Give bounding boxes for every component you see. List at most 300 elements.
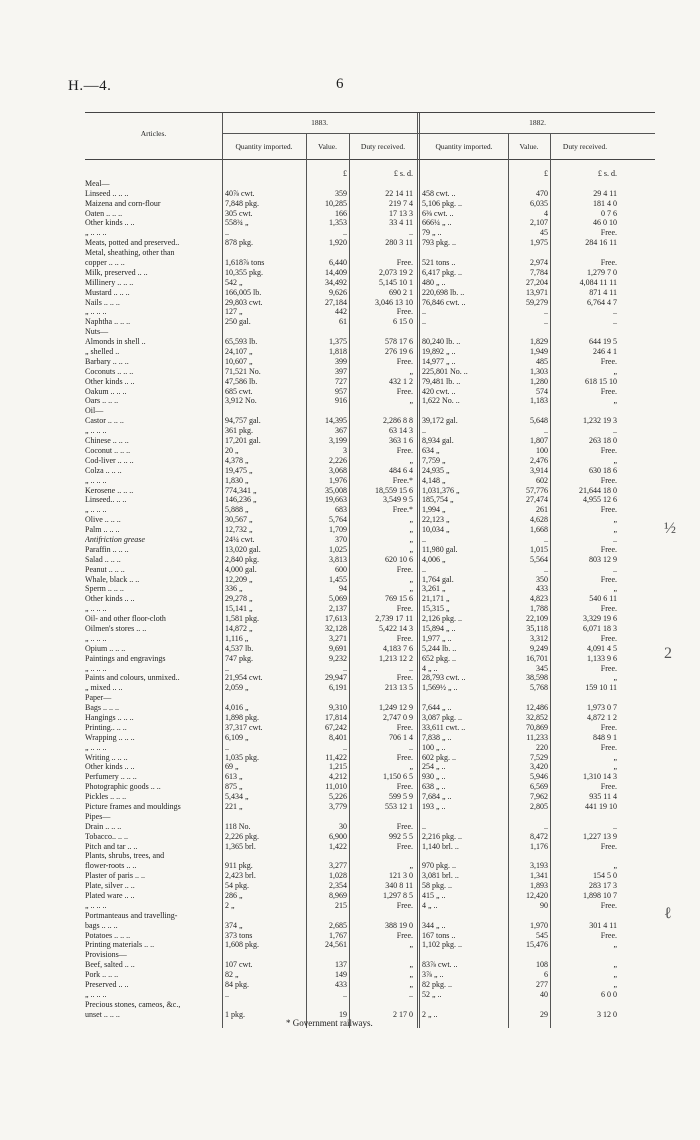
table-row bbox=[85, 723, 655, 733]
table-row bbox=[85, 515, 655, 525]
table-row bbox=[85, 337, 655, 347]
value-1883-cell: 3,199 bbox=[329, 436, 347, 446]
duty-1883-cell: 3,549 9 5 bbox=[383, 495, 413, 505]
duty-1882-cell: Free. bbox=[600, 900, 617, 910]
value-1882-cell: 433 bbox=[536, 584, 548, 594]
article-cell: „ .. .. .. bbox=[85, 604, 107, 614]
quantity-1882-cell: 4 „ .. bbox=[422, 900, 438, 910]
quantity-1882-cell: 220,698 lb. .. bbox=[422, 287, 465, 297]
value-1882-cell: 1,303 bbox=[530, 366, 548, 376]
duty-1882-cell: Free. bbox=[600, 386, 617, 396]
table-row bbox=[85, 861, 655, 871]
article-cell: Nails .. .. .. bbox=[85, 297, 120, 307]
quantity-1882-cell: 1,140 brl. .. bbox=[422, 841, 459, 851]
duty-1882-cell: 848 9 1 bbox=[593, 732, 617, 742]
duty-1882-cell: .. bbox=[613, 317, 617, 327]
duty-1882-cell: Free. bbox=[600, 505, 617, 515]
table-row bbox=[85, 931, 655, 941]
value-1883-cell: 24,561 bbox=[325, 940, 347, 950]
value-1883-cell: 6,191 bbox=[329, 683, 347, 693]
value-1883-cell: 5,069 bbox=[329, 594, 347, 604]
article-cell: Paintings and engravings bbox=[85, 653, 166, 663]
value-1882-cell: 1,807 bbox=[530, 436, 548, 446]
quantity-1883-cell: .. bbox=[225, 742, 229, 752]
duty-1882-cell: Free. bbox=[600, 722, 617, 732]
table-row bbox=[85, 268, 655, 278]
duty-1882-cell: 803 12 9 bbox=[589, 554, 617, 564]
duty-1882-cell: £ s. d. bbox=[597, 169, 617, 178]
table-row bbox=[85, 476, 655, 486]
table-row bbox=[85, 238, 655, 248]
quantity-1882-cell: 1,977 „ .. bbox=[422, 633, 452, 643]
quantity-1883-cell: 747 pkg. bbox=[225, 653, 253, 663]
value-1882-cell: 3,420 bbox=[530, 762, 548, 772]
quantity-1882-cell: 82 pkg. .. bbox=[422, 980, 452, 990]
table-row bbox=[85, 881, 655, 891]
value-1882-cell: 277 bbox=[536, 980, 548, 990]
quantity-1883-cell: 10,607 „ bbox=[225, 356, 253, 366]
margin-mark: ½ bbox=[664, 520, 676, 537]
quantity-1882-cell: 28,793 cwt. .. bbox=[422, 673, 466, 683]
article-cell: Oaten .. .. .. bbox=[85, 208, 123, 218]
value-1883-cell: 2,137 bbox=[329, 604, 347, 614]
duty-1883-cell: Free. bbox=[396, 445, 413, 455]
duty-1882-cell: 3,329 19 6 bbox=[583, 614, 617, 624]
article-cell: Pipes— bbox=[85, 811, 111, 821]
value-1883-cell: 9,626 bbox=[329, 287, 347, 297]
value-1882-cell: 12,420 bbox=[526, 891, 548, 901]
article-cell: Millinery .. .. .. bbox=[85, 277, 134, 287]
table-row bbox=[85, 762, 655, 772]
value-1882-cell: .. bbox=[544, 534, 548, 544]
value-1883-cell: 433 bbox=[335, 980, 347, 990]
duty-1882-cell: 441 19 10 bbox=[585, 802, 617, 811]
quantity-1882-cell: 634 „ bbox=[422, 445, 440, 455]
article-cell: Salad .. .. .. bbox=[85, 554, 121, 564]
quantity-1883-cell: .. bbox=[225, 228, 229, 238]
value-1882-cell: 27,204 bbox=[526, 277, 548, 287]
value-1883-cell: 61 bbox=[339, 317, 347, 327]
quantity-1882-cell: 602 pkg. .. bbox=[422, 752, 456, 762]
quantity-1883-cell: 911 pkg. bbox=[225, 861, 253, 871]
quantity-1883-cell: 286 „ bbox=[225, 891, 243, 901]
duty-1882-cell: 29 4 11 bbox=[593, 188, 617, 198]
table-row bbox=[85, 436, 655, 446]
quantity-1882-cell: 521 tons .. bbox=[422, 258, 456, 268]
duty-1883-cell: 388 19 0 bbox=[385, 920, 413, 930]
value-1882-cell: 2,107 bbox=[530, 218, 548, 228]
article-cell: Naphtha .. .. .. bbox=[85, 317, 131, 327]
duty-1882-cell: .. bbox=[613, 821, 617, 831]
quantity-1883-cell: 82 „ bbox=[225, 970, 239, 980]
value-1883-cell: 2,354 bbox=[329, 881, 347, 891]
quantity-1882-cell: 2,216 pkg. .. bbox=[422, 831, 462, 841]
value-1883-cell: 14,409 bbox=[325, 267, 347, 277]
table-row bbox=[85, 466, 655, 476]
duty-1882-cell: Free. bbox=[600, 604, 617, 614]
article-cell: Drain .. .. .. bbox=[85, 821, 122, 831]
quantity-1882-cell: 167 tons .. bbox=[422, 930, 456, 940]
table-row bbox=[85, 426, 655, 436]
table-row bbox=[85, 357, 655, 367]
quantity-1883-cell: 71,521 No. bbox=[225, 366, 261, 376]
table-row bbox=[85, 624, 655, 634]
quantity-1882-cell: .. bbox=[422, 534, 426, 544]
article-cell: Oilmen's stores .. .. bbox=[85, 623, 147, 633]
value-1883-cell: 442 bbox=[335, 307, 347, 317]
article-cell: Coconuts .. .. .. bbox=[85, 366, 134, 376]
duty-1883-cell: 5,422 14 3 bbox=[379, 623, 413, 633]
duty-1883-cell: Free. bbox=[396, 752, 413, 762]
table-row bbox=[85, 446, 655, 456]
duty-1883-cell: „ bbox=[409, 980, 413, 990]
value-1882-cell: 45 bbox=[540, 228, 548, 238]
value-1883-cell: .. bbox=[343, 228, 347, 238]
page-number: 6 bbox=[336, 76, 344, 92]
quantity-1883-cell: 24¼ cwt. bbox=[225, 534, 255, 544]
value-1883-cell: 367 bbox=[335, 426, 347, 436]
value-1882-cell: 1,970 bbox=[530, 920, 548, 930]
quantity-1883-cell: 54 pkg. bbox=[225, 881, 249, 891]
value-1883-cell: 1,215 bbox=[329, 762, 347, 772]
table-row bbox=[85, 812, 655, 822]
value-1882-cell: 350 bbox=[536, 574, 548, 584]
duty-1882-cell: „ bbox=[613, 455, 617, 465]
quantity-1882-cell: 793 pkg. .. bbox=[422, 238, 456, 248]
article-cell: „ mixed .. .. bbox=[85, 683, 123, 693]
quantity-1882-cell: 7,759 „ bbox=[422, 455, 446, 465]
quantity-1882-cell: 33,611 cwt. .. bbox=[422, 722, 466, 732]
duty-1883-cell: „ bbox=[409, 960, 413, 970]
duty-1883-cell: Free. bbox=[396, 900, 413, 910]
quantity-1882-cell: 7,684 „ .. bbox=[422, 792, 452, 802]
table-row bbox=[85, 634, 655, 644]
duty-1882-cell: 284 16 11 bbox=[585, 238, 617, 248]
quantity-1883-cell: 336 „ bbox=[225, 584, 243, 594]
value-1883-cell: 2,685 bbox=[329, 920, 347, 930]
duty-1882-cell: 6 0 0 bbox=[601, 989, 617, 999]
value-1882-cell: 29 bbox=[540, 1009, 548, 1019]
value-1883-cell: 11,422 bbox=[325, 752, 347, 762]
quantity-1882-cell: 930 „ .. bbox=[422, 772, 446, 782]
value-1883-cell: 1,920 bbox=[329, 238, 347, 248]
article-cell: Photographic goods .. .. bbox=[85, 782, 161, 792]
duty-1883-cell: 1,297 8 5 bbox=[383, 891, 413, 901]
article-cell: Palm .. .. .. bbox=[85, 525, 120, 535]
duty-1882-cell: 181 4 0 bbox=[593, 198, 617, 208]
duty-1882-cell: 4,955 12 6 bbox=[583, 495, 617, 505]
table-row bbox=[85, 298, 655, 308]
quantity-1882-cell: 193 „ .. bbox=[422, 802, 446, 811]
quantity-1882-cell: .. bbox=[422, 564, 426, 574]
table-row bbox=[85, 456, 655, 466]
value-1883-cell: 1,375 bbox=[329, 337, 347, 347]
quantity-1883-cell: 13,020 gal. bbox=[225, 544, 261, 554]
duty-header: Duty received. bbox=[562, 142, 608, 151]
value-1882-cell: 1,788 bbox=[530, 604, 548, 614]
table-row bbox=[85, 327, 655, 337]
duty-1882-cell: „ bbox=[613, 515, 617, 525]
table-row bbox=[85, 822, 655, 832]
duty-1882-cell: „ bbox=[613, 673, 617, 683]
quantity-1882-cell: 11,980 gal. bbox=[422, 544, 458, 554]
article-cell: Plate, silver .. .. bbox=[85, 881, 135, 891]
value-1883-cell: 6,440 bbox=[329, 258, 347, 268]
value-1883-cell: 29,947 bbox=[325, 673, 347, 683]
article-cell: unset .. .. .. bbox=[85, 1009, 120, 1019]
value-1882-cell: 32,852 bbox=[526, 712, 548, 722]
value-1883-cell: 1,353 bbox=[329, 218, 347, 228]
quantity-1883-cell: 558¾ „ bbox=[225, 218, 249, 228]
duty-1883-cell: Free. bbox=[396, 633, 413, 643]
value-1882-cell: .. bbox=[544, 307, 548, 317]
quantity-1883-cell: 1,116 „ bbox=[225, 633, 249, 643]
duty-1883-cell: 213 13 5 bbox=[385, 683, 413, 693]
quantity-1883-cell: 374 „ bbox=[225, 920, 243, 930]
duty-1883-cell: 620 10 6 bbox=[385, 554, 413, 564]
quantity-1883-cell: 118 No. bbox=[225, 821, 251, 831]
article-cell: Linseed.. .. .. bbox=[85, 495, 127, 505]
value-1883-cell: 9,310 bbox=[329, 703, 347, 713]
value-1882-cell: 6,035 bbox=[530, 198, 548, 208]
value-1882-cell: 38,598 bbox=[526, 673, 548, 683]
quantity-1883-cell: 4,000 gal. bbox=[225, 564, 257, 574]
duty-1882-cell: 154 5 0 bbox=[593, 871, 617, 881]
quantity-1882-cell: 420 cwt. .. bbox=[422, 386, 456, 396]
value-1883-cell: 166 bbox=[335, 208, 347, 218]
table-row bbox=[85, 486, 655, 496]
article-cell: Beef, salted .. .. bbox=[85, 960, 135, 970]
table-row bbox=[85, 891, 655, 901]
value-1882-cell: 4 bbox=[544, 208, 548, 218]
duty-1882-cell: 4,084 11 11 bbox=[579, 277, 617, 287]
article-cell: Whale, black .. .. bbox=[85, 574, 140, 584]
article-cell: Metal, sheathing, other than bbox=[85, 248, 175, 258]
duty-1883-cell: „ bbox=[409, 455, 413, 465]
quantity-1882-cell: 4,006 „ bbox=[422, 554, 446, 564]
value-1882-cell: 5,564 bbox=[530, 554, 548, 564]
article-cell: Maizena and corn-flour bbox=[85, 198, 161, 208]
duty-1882-cell: .. bbox=[613, 564, 617, 574]
quantity-1883-cell: 373 tons bbox=[225, 930, 253, 940]
duty-1882-cell: 46 0 10 bbox=[593, 218, 617, 228]
article-cell: Meats, potted and preserved.. bbox=[85, 238, 180, 248]
value-1883-cell: 11,010 bbox=[325, 782, 347, 792]
duty-1883-cell: 2,073 19 2 bbox=[379, 267, 413, 277]
quantity-1882-cell: 458 cwt. .. bbox=[422, 188, 456, 198]
article-cell: Linseed .. .. .. bbox=[85, 188, 129, 198]
article-cell: Potatoes .. .. .. bbox=[85, 930, 131, 940]
value-1883-cell: 35,008 bbox=[325, 485, 347, 495]
value-1882-cell: 35,118 bbox=[526, 623, 548, 633]
duty-1882-cell: 6,071 18 3 bbox=[583, 623, 617, 633]
duty-1882-cell: 644 19 5 bbox=[589, 337, 617, 347]
article-cell: Picture frames and mouldings bbox=[85, 802, 181, 811]
quantity-1882-cell: 5,106 pkg. .. bbox=[422, 198, 462, 208]
value-1883-cell: 399 bbox=[335, 356, 347, 366]
table-row bbox=[85, 377, 655, 387]
duty-1882-cell: „ bbox=[613, 861, 617, 871]
article-cell: Oakum .. .. .. bbox=[85, 386, 127, 396]
article-cell: Other kinds .. .. bbox=[85, 218, 135, 228]
table-row bbox=[85, 535, 655, 545]
duty-1883-cell: Free. bbox=[396, 356, 413, 366]
duty-1883-cell: £ s. d. bbox=[393, 169, 413, 178]
duty-1882-cell: 3 12 0 bbox=[597, 1009, 617, 1019]
quantity-1882-cell: 3⅞ „ .. bbox=[422, 970, 444, 980]
duty-1882-cell: Free. bbox=[600, 782, 617, 792]
duty-1882-cell: 6,764 4 7 bbox=[587, 297, 617, 307]
article-cell: flower-roots .. .. bbox=[85, 861, 137, 871]
quantity-1882-cell: 83⅞ cwt. .. bbox=[422, 960, 458, 970]
duty-1882-cell: .. bbox=[613, 534, 617, 544]
article-cell: bags .. .. .. bbox=[85, 920, 118, 930]
value-1882-cell: 57,776 bbox=[526, 485, 548, 495]
table-row bbox=[85, 594, 655, 604]
duty-1882-cell: „ bbox=[613, 762, 617, 772]
table-row bbox=[85, 307, 655, 317]
value-1882-cell: 27,474 bbox=[526, 495, 548, 505]
duty-1882-cell: 1,232 19 3 bbox=[583, 416, 617, 426]
quantity-1882-cell: 1,031,376 „ bbox=[422, 485, 460, 495]
duty-1883-cell: 340 8 11 bbox=[385, 881, 413, 891]
quantity-1883-cell: 2,840 pkg. bbox=[225, 554, 259, 564]
value-1882-cell: 1,280 bbox=[530, 376, 548, 386]
value-1882-cell: 6 bbox=[544, 970, 548, 980]
table-row bbox=[85, 387, 655, 397]
value-1883-cell: 1,422 bbox=[329, 841, 347, 851]
value-1883-cell: 19,663 bbox=[325, 495, 347, 505]
value-1883-cell: 30 bbox=[339, 821, 347, 831]
article-cell: Precious stones, cameos, &c., bbox=[85, 999, 181, 1009]
article-cell: Antifriction grease bbox=[85, 534, 145, 544]
duty-1883-cell: .. bbox=[409, 742, 413, 752]
duty-1883-cell: „ bbox=[409, 861, 413, 871]
quantity-1883-cell: 2,423 brl. bbox=[225, 871, 256, 881]
value-1882-cell: 11,233 bbox=[526, 732, 548, 742]
duty-1883-cell: .. bbox=[409, 228, 413, 238]
duty-1882-cell: 1,310 14 3 bbox=[583, 772, 617, 782]
duty-1882-cell: 283 17 3 bbox=[589, 881, 617, 891]
article-cell: Plants, shrubs, trees, and bbox=[85, 851, 165, 861]
duty-1883-cell: 599 5 9 bbox=[389, 792, 413, 802]
article-cell: „ shelled .. bbox=[85, 347, 120, 357]
quantity-1883-cell: 5,888 „ bbox=[225, 505, 249, 515]
article-cell: „ .. .. .. bbox=[85, 426, 107, 436]
value-1883-cell: 1,025 bbox=[329, 544, 347, 554]
duty-1882-cell: 1,279 7 0 bbox=[587, 267, 617, 277]
article-cell: Paraffin .. .. .. bbox=[85, 544, 129, 554]
table-row bbox=[85, 693, 655, 703]
article-cell: Cod-liver .. .. .. bbox=[85, 455, 134, 465]
article-cell: Printing materials .. .. bbox=[85, 940, 155, 950]
table-row bbox=[85, 218, 655, 228]
table-row bbox=[85, 644, 655, 654]
value-1882-cell: 16,701 bbox=[526, 653, 548, 663]
value-1882-cell: 5,768 bbox=[530, 683, 548, 693]
quantity-1882-cell: 52 „ .. bbox=[422, 989, 442, 999]
value-1882-cell: 1,176 bbox=[530, 841, 548, 851]
quantity-1882-cell: 3,261 „ bbox=[422, 584, 446, 594]
article-cell: Paints and colours, unmixed.. bbox=[85, 673, 180, 683]
duty-1883-cell: 121 3 0 bbox=[389, 871, 413, 881]
duty-1883-cell: „ bbox=[409, 544, 413, 554]
quantity-1883-cell: 1,035 pkg. bbox=[225, 752, 259, 762]
table-row bbox=[85, 189, 655, 199]
duty-1882-cell: „ bbox=[613, 366, 617, 376]
table-row bbox=[85, 288, 655, 298]
article-cell: Writing .. .. .. bbox=[85, 752, 128, 762]
value-1882-cell: 1,975 bbox=[530, 238, 548, 248]
duty-1882-cell: „ bbox=[613, 396, 617, 406]
table-row bbox=[85, 347, 655, 357]
duty-1883-cell: 17 13 3 bbox=[389, 208, 413, 218]
duty-1883-cell: „ bbox=[409, 940, 413, 950]
value-1882-cell: 3,193 bbox=[530, 861, 548, 871]
quantity-1883-cell: 146,236 „ bbox=[225, 495, 257, 505]
value-1883-cell: 8,969 bbox=[329, 891, 347, 901]
value-1883-cell: 3,271 bbox=[329, 633, 347, 643]
article-cell: Mustard .. .. .. bbox=[85, 287, 130, 297]
duty-1883-cell: 2,286 8 8 bbox=[383, 416, 413, 426]
quantity-1883-cell: 2 „ bbox=[225, 900, 235, 910]
article-cell: Castor .. .. .. bbox=[85, 416, 124, 426]
quantity-1882-cell: 1,569½ „ .. bbox=[422, 683, 458, 693]
table-row bbox=[85, 970, 655, 980]
table-row bbox=[85, 1000, 655, 1010]
duty-1883-cell: .. bbox=[409, 989, 413, 999]
value-1883-cell: £ bbox=[343, 169, 347, 178]
quantity-1882-cell: 1,622 No. .. bbox=[422, 396, 460, 406]
table-row bbox=[85, 584, 655, 594]
table-row bbox=[85, 565, 655, 575]
value-1882-cell: 6,569 bbox=[530, 782, 548, 792]
quantity-1883-cell: 127 „ bbox=[225, 307, 243, 317]
value-1883-cell: 5,764 bbox=[329, 515, 347, 525]
value-1882-cell: 1,829 bbox=[530, 337, 548, 347]
duty-1882-cell: 871 4 11 bbox=[589, 287, 617, 297]
quantity-1882-cell: 80,240 lb. .. bbox=[422, 337, 461, 347]
quantity-1883-cell: 17,201 gal. bbox=[225, 436, 261, 446]
duty-1882-cell: 0 7 6 bbox=[601, 208, 617, 218]
duty-1882-cell: 1,227 13 9 bbox=[583, 831, 617, 841]
quantity-1883-cell: 12,209 „ bbox=[225, 574, 253, 584]
article-cell: Wrapping .. .. .. bbox=[85, 732, 135, 742]
quantity-1883-cell: 2,059 „ bbox=[225, 683, 249, 693]
table-row bbox=[85, 396, 655, 406]
duty-1882-cell: Free. bbox=[600, 574, 617, 584]
table-row bbox=[85, 683, 655, 693]
quantity-1882-cell: 21,171 „ bbox=[422, 594, 450, 604]
quantity-1882-cell: 3,081 brl. .. bbox=[422, 871, 459, 881]
quantity-1882-cell: 1,994 „ bbox=[422, 505, 446, 515]
value-1882-cell: 2,476 bbox=[530, 455, 548, 465]
article-cell: Almonds in shell .. bbox=[85, 337, 146, 347]
value-1882-cell: 5,648 bbox=[530, 416, 548, 426]
quantity-1882-cell: 638 „ .. bbox=[422, 782, 446, 792]
value-1882-cell: 5,946 bbox=[530, 772, 548, 782]
quantity-1883-cell: 47,586 lb. bbox=[225, 376, 258, 386]
duty-1883-cell: 2,739 17 11 bbox=[375, 614, 413, 624]
duty-1883-cell: „ bbox=[409, 396, 413, 406]
duty-1882-cell: 1,973 0 7 bbox=[587, 703, 617, 713]
article-cell: Plated ware .. .. bbox=[85, 891, 135, 901]
quantity-1883-cell: 40⅞ cwt. bbox=[225, 188, 255, 198]
duty-1883-cell: 363 1 6 bbox=[389, 436, 413, 446]
table-row bbox=[85, 248, 655, 258]
value-1883-cell: 9,691 bbox=[329, 643, 347, 653]
duty-1883-cell: 1,249 12 9 bbox=[379, 703, 413, 713]
